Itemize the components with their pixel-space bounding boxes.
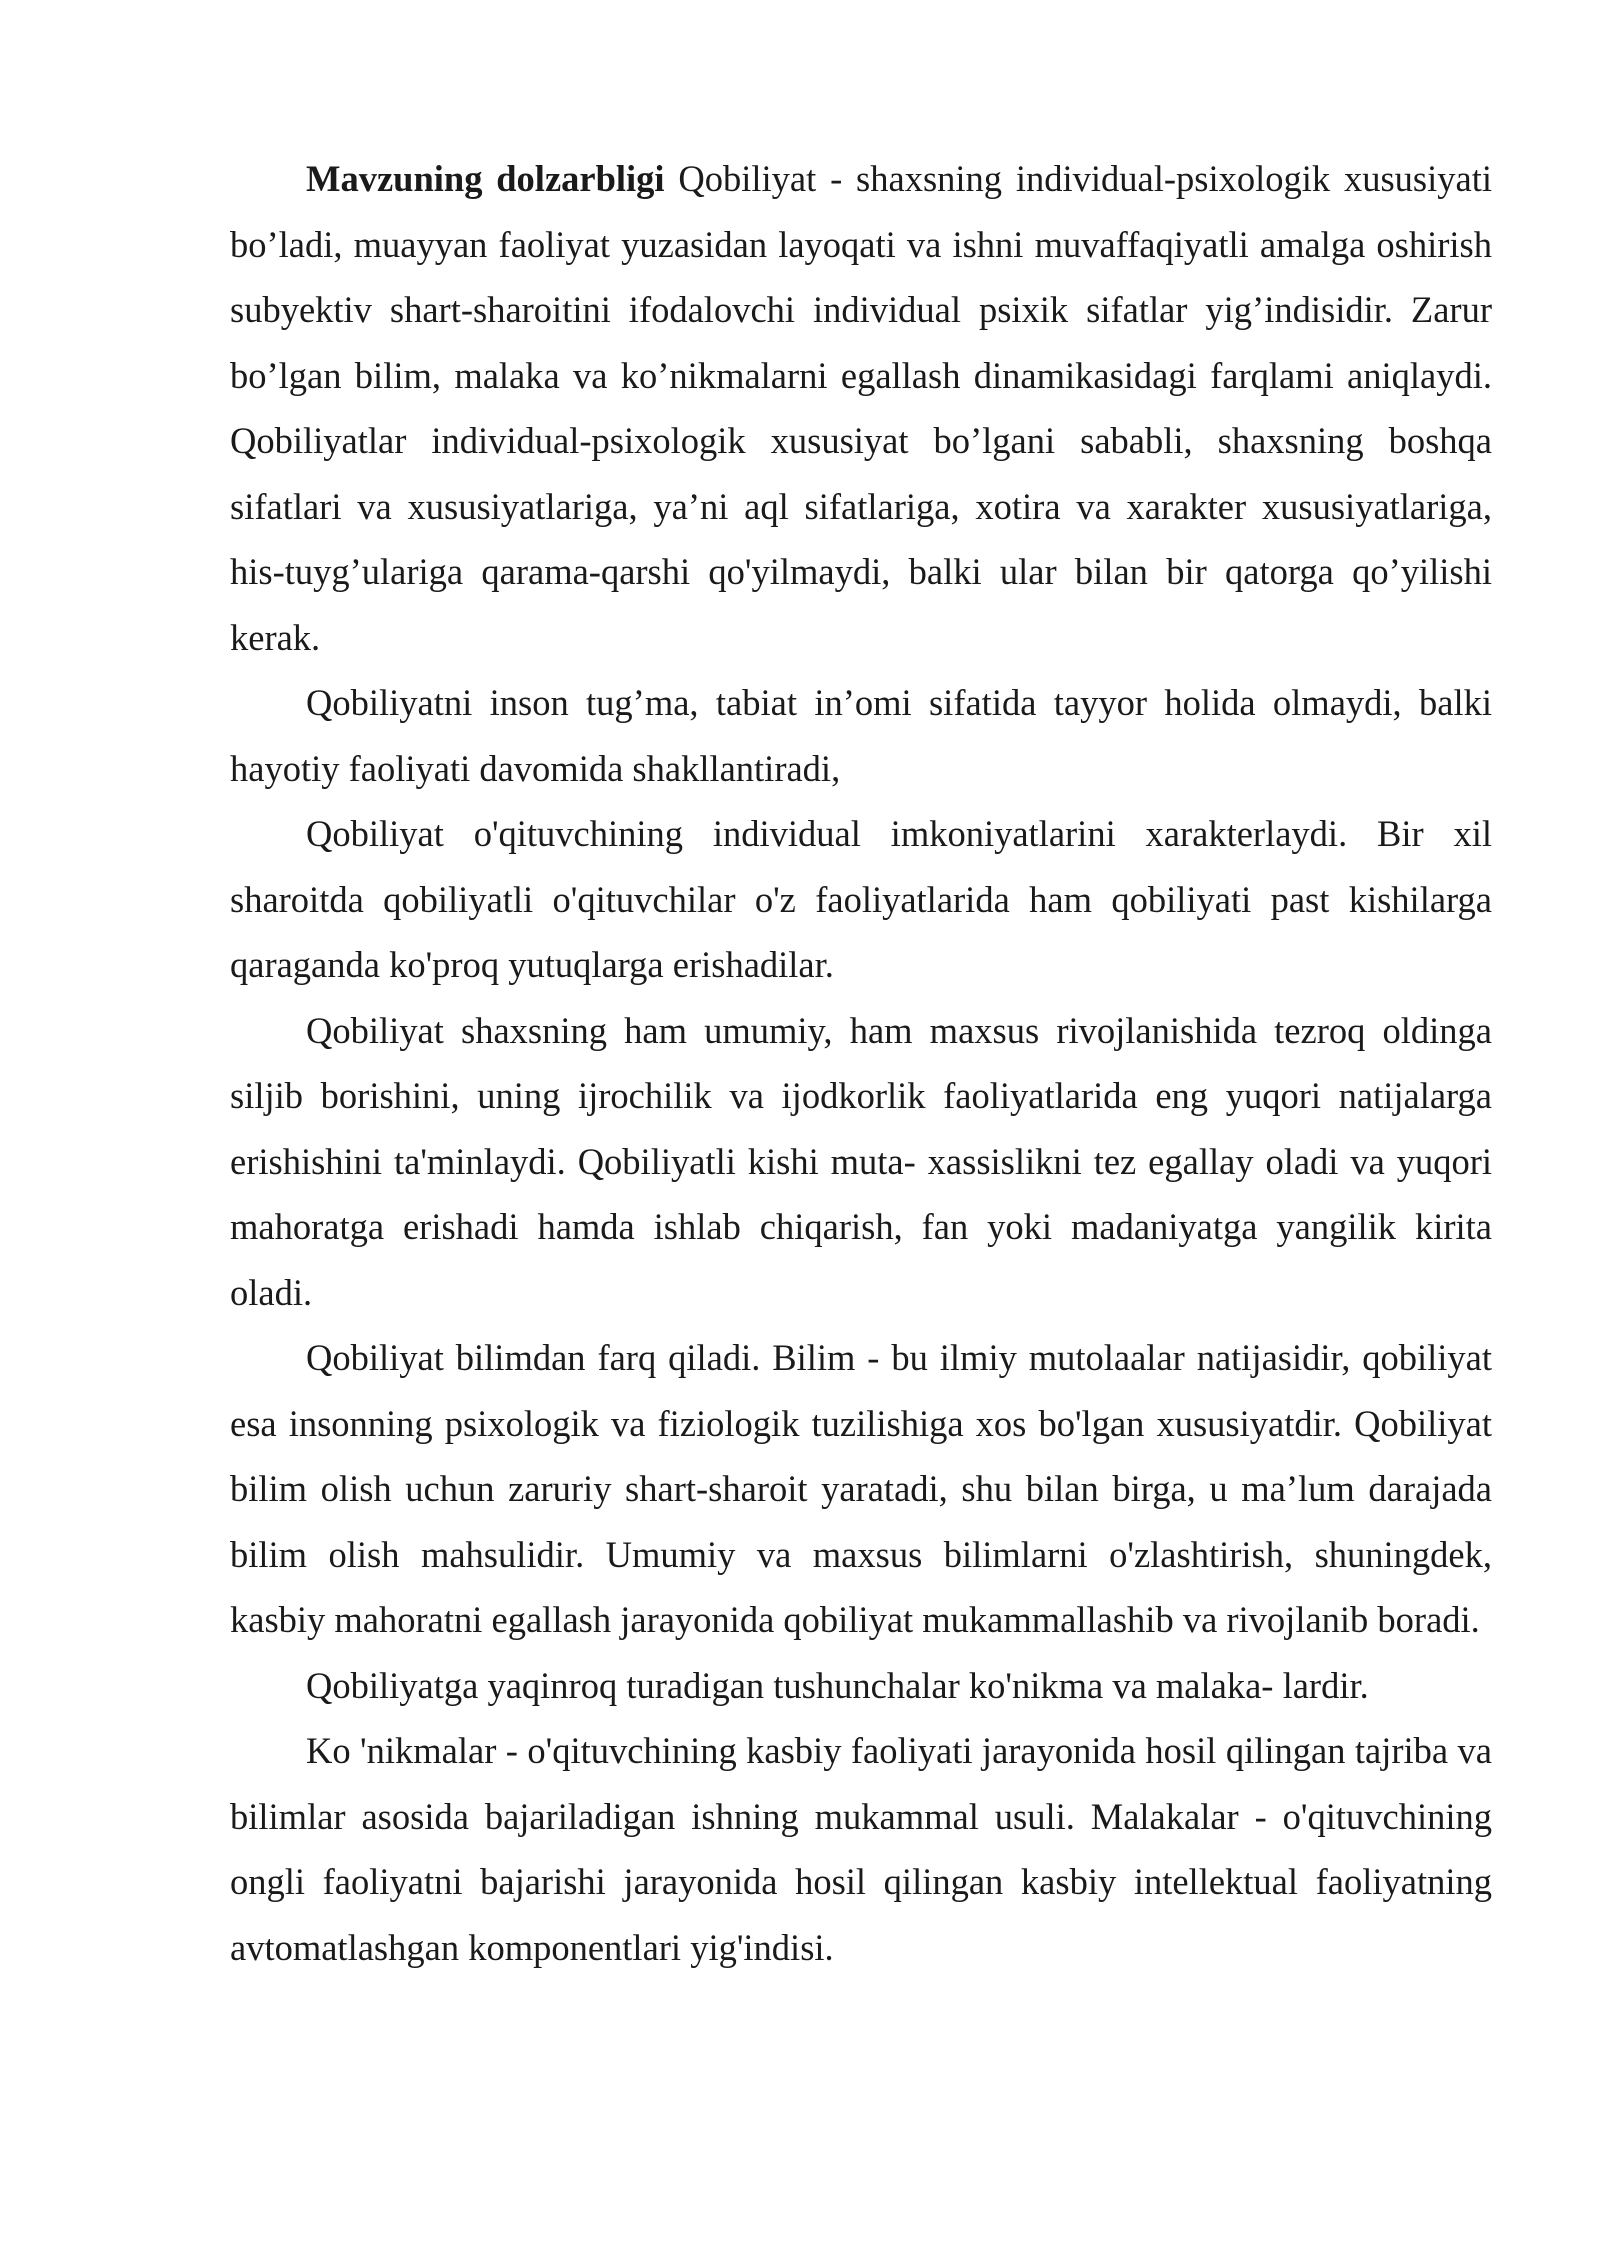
paragraph: Ko 'nikmalar - o'qituvchining kasbiy faoliyati jarayonida hosil qilingan tajriba va bilimlar asosida bajariladigan ishning mukammal usuli. Malakalar - o'qituvchining ongli faoliyatni bajarishi jarayonida hosil qilingan kasbiy intellektual faoliyatning avtomatlashgan komponentlari yig'indisi. [230, 1730, 1492, 1968]
paragraph: Qobiliyat o'qituvchining individual imkoniyatlarini xarakterlaydi. Bir xil sharoitda qobiliyatli o'qituvchilar o'z faoliyatlarida ham qobiliyati past kishilarga qaraganda ko'proq yutuqlarga erishadilar. [230, 813, 1492, 985]
paragraph-text: Qobiliyat - shaxsning individual-psixologik xususiyati bo’ladi, muayyan faoliyat yuzasidan layoqati va ishni muvaffaqiyatli amalga oshirish subyektiv shart-sharoitini ifodalovchi individual psixik sifatlar yig’indisidir. Zarur bo’lgan bilim, malaka va ko’nikmalarni egallash dinamikasidagi farqlami aniqlaydi. Qobiliyatlar individual-psixologik xususiyat bo’lgani sababli, shaxsning boshqa sifatlari va xususiyatlariga, ya’ni aql sifatlariga, xotira va xarakter xususiyatlariga, his-tuyg’ulariga qarama-qarshi qo'yilmaydi, balki ular bilan bir qatorga qo’yilishi kerak. [230, 158, 1492, 658]
lead-heading: Mavzuning dolzarbligi [306, 158, 665, 199]
paragraph: Qobiliyatni inson tug’ma, tabiat in’omi sifatida tayyor holida olmaydi, balki hayotiy faoliyati davomida shakllantiradi, [230, 682, 1492, 789]
paragraph: Qobiliyat shaxsning ham umumiy, ham maxsus rivojlanishida tezroq oldinga siljib borishini, uning ijrochilik va ijodkorlik faoliyatlarida eng yuqori natijalarga erishishini ta'minlaydi. Qobiliyatli kishi muta- xassislikni tez egallay oladi va yuqori mahoratga erishadi hamda ishlab chiqarish, fan yoki madaniyatga yangilik kirita oladi. [230, 1009, 1492, 1313]
paragraph: Qobiliyatga yaqinroq turadigan tushunchalar ko'nikma va malaka- lardir. [306, 1664, 1369, 1706]
paragraph: Qobiliyat bilimdan farq qiladi. Bilim - bu ilmiy mutolaalar natijasidir, qobiliyat esa insonning psixologik va fiziologik tuzilishiga xos bo'lgan xususiyatdir. Qobiliyat bilim olish uchun zaruriy shart-sharoit yaratadi, shu bilan birga, u ma’lum darajada bilim olish mahsulidir. Umumiy va maxsus bilimlarni o'zlashtirish, shuningdek, kasbiy mahoratni egallash jarayonida qobiliyat mukammallashib va rivojlanib boradi. [230, 1337, 1492, 1640]
paragraph-dolzarblik [230, 146, 1492, 670]
document-page [230, 146, 1492, 1980]
